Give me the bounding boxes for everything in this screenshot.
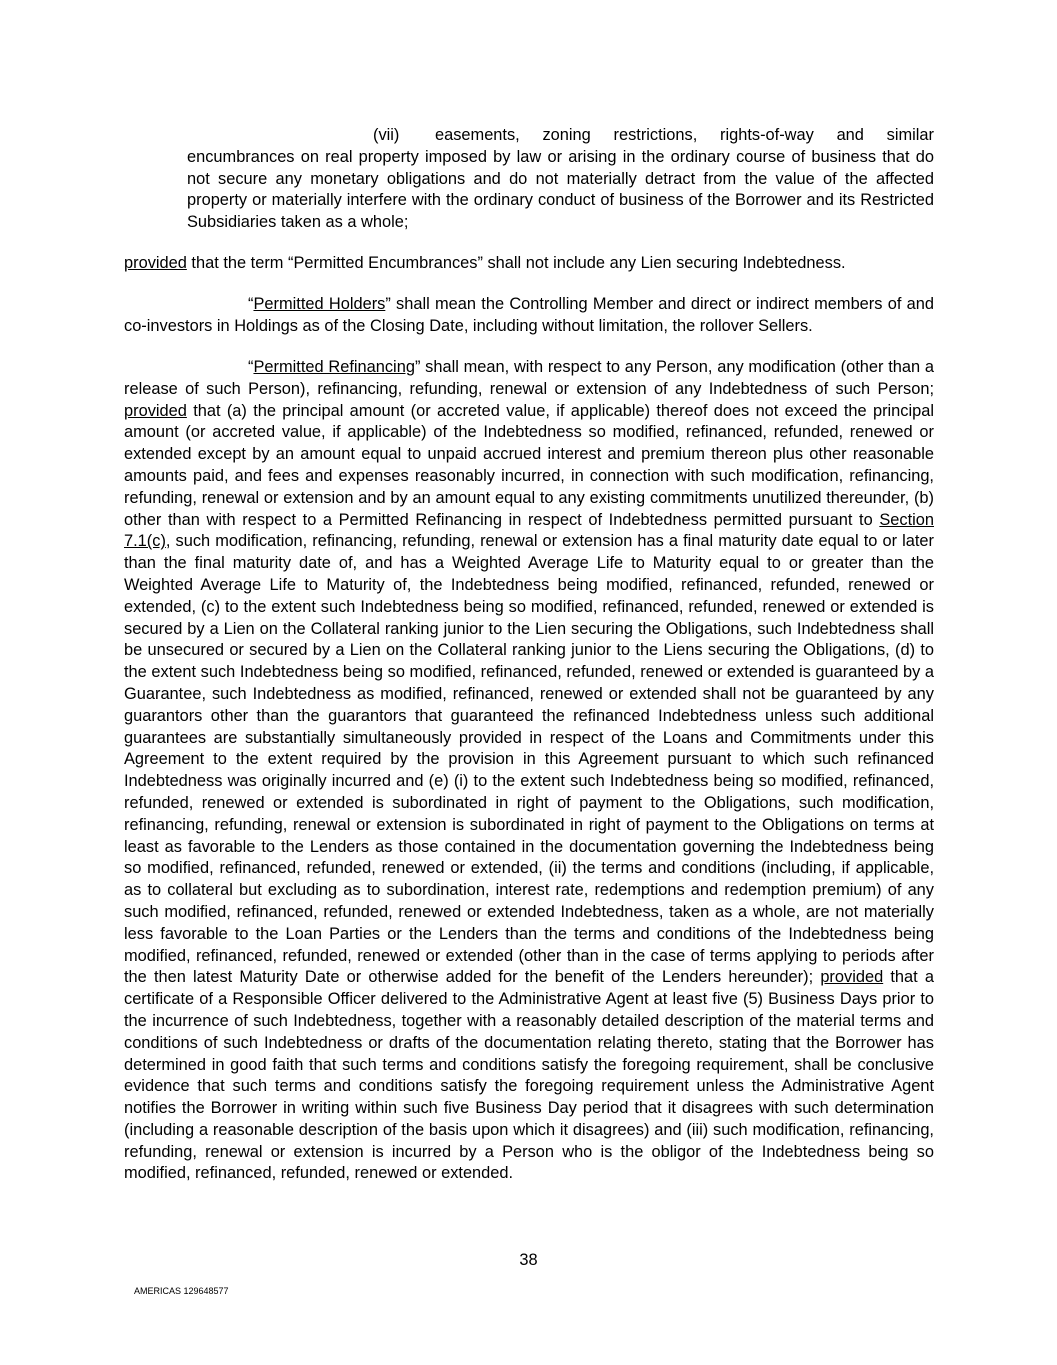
provided-term: provided [124, 254, 187, 272]
clause-vii-text: easements, zoning restrictions, rights-of-way and similar encumbrances on real property imposed by law or arising in the ordinary course of business that do not secure any monetary obligations and do not materially detract from the value of the affected property or materially interfere with the ordinary conduct of business of the Borrower and its Restricted Subsidiaries taken as a whole; [187, 126, 934, 232]
provided-term: provided [124, 401, 187, 420]
section-reference: Section 7.1(c) [124, 510, 934, 551]
open-quote: “ [248, 295, 254, 313]
proviso-text: that the term “Permitted Encumbrances” shall not include any Lien securing Indebtedness. [186, 254, 846, 272]
provided-term: provided [820, 968, 884, 987]
clause-vii [187, 125, 934, 234]
definition-text-part-2: that (a) the principal amount (or accreted value, if applicable) thereof does not exceed the principal amount (or accreted value, if applicable) of the Indebtedness so modified, refinanced, refunded, renewed or extended except by an amount equal to unpaid accrued interest and premium thereon plus other reasonable amounts paid, and fees and expenses reasonably incurred, in connection with such modification, refinancing, refunding, renewal or extension and by an amount equal to any existing commitments unutilized thereunder, (b) other than with respect to a Permitted Refinancing in respect of Indebtedness permitted pursuant to [124, 401, 934, 529]
definition-permitted-holders [124, 294, 934, 338]
definition-permitted-refinancing [124, 357, 934, 1185]
definition-text-part-1: ” shall mean, with respect to any Person, any modification (other than a release of such Person), refinancing, refunding, renewal or extension of any Indebtedness of such Person; [124, 358, 934, 398]
defined-term-permitted-holders: Permitted Holders [253, 295, 386, 313]
document-id: AMERICAS 129648577 [134, 1286, 229, 1296]
definition-text-part-3: , such modification, refinancing, refunding, renewal or extension has a final maturity date equal to or later than the final maturity date of, and has a Weighted Average Life to Maturity equal to or greater than the Weighted Average Life to Maturity of, the Indebtedness being modified, refinanced, refunded, renewed or extended, (c) to the extent such Indebtedness being so modified, refinanced, refunded, renewed or extended is secured by a Lien on the Collateral ranking junior to the Lien securing the Obligations, such Indebtedness shall be unsecured or secured by a Lien on the Collateral ranking junior to the Liens securing the Obligations, (d) to the extent such Indebtedness being so modified, refinanced, refunded, renewed or extended is guaranteed by a Guarantee, such Indebtedness as modified, refinanced, renewed or extended shall not be guaranteed by any guarantors other than the guarantors that guaranteed the refinanced Indebtedness unless such additional guarantees are substantially simultaneously provided in respect of the Loans and Commitments under this Agreement to the extent required by the provision in this Agreement pursuant to which such refinanced Indebtedness was originally incurred and (e) (i) to the extent such Indebtedness being so modified, refinanced, refunded, renewed or extended is subordinated in right of payment to the Obligations, such modification, refinancing, refunding, renewal or extension is subordinated in right of payment to the Obligations on terms at least as favorable to the Lenders as those contained in the documentation governing the Indebtedness being so modified, refinanced, refunded, renewed or extended, (ii) the terms and conditions (including, if applicable, as to collateral but excluding as to subordination, interest rate, redemptions and redemption premium) of any such modified, refinanced, refunded, renewed or extended Indebtedness, taken as a whole, are not materially less favorable to the Loan Parties or the Lenders than the terms and conditions of the Indebtedness being modified, refinanced, refunded, renewed or extended (other than in the case of terms applying to periods after the then latest Maturity Date or otherwise added for the benefit of the Lenders hereunder); [124, 532, 934, 987]
definition-text: ” shall mean the Controlling Member and direct or indirect members of and co-investors in Holdings as of the Closing Date, including without limitation, the rollover Sellers. [124, 295, 934, 335]
clause-number: (vii) [373, 126, 400, 144]
page-number: 38 [519, 1251, 538, 1269]
proviso-paragraph [124, 253, 934, 275]
open-quote: “ [248, 358, 254, 376]
defined-term-permitted-refinancing: Permitted Refinancing [253, 358, 415, 376]
definition-text-part-4: that a certificate of a Responsible Officer delivered to the Administrative Agent at least five (5) Business Days prior to the incurrence of such Indebtedness, together with a reasonably detailed description of the material terms and conditions of such Indebtedness or drafts of the documentation relating thereto, stating that the Borrower has determined in good faith that such terms and conditions satisfy the foregoing requirement, shall be conclusive evidence that such terms and conditions satisfy the foregoing requirement unless the Administrative Agent notifies the Borrower in writing within such five Business Day period that it disagrees with such determination (including a reasonable description of the basis upon which it disagrees) and (iii) such modification, refinancing, refunding, renewal or extension is incurred by a Person who is the obligor of the Indebtedness being so modified, refinanced, refunded, renewed or extended. [124, 968, 934, 1183]
